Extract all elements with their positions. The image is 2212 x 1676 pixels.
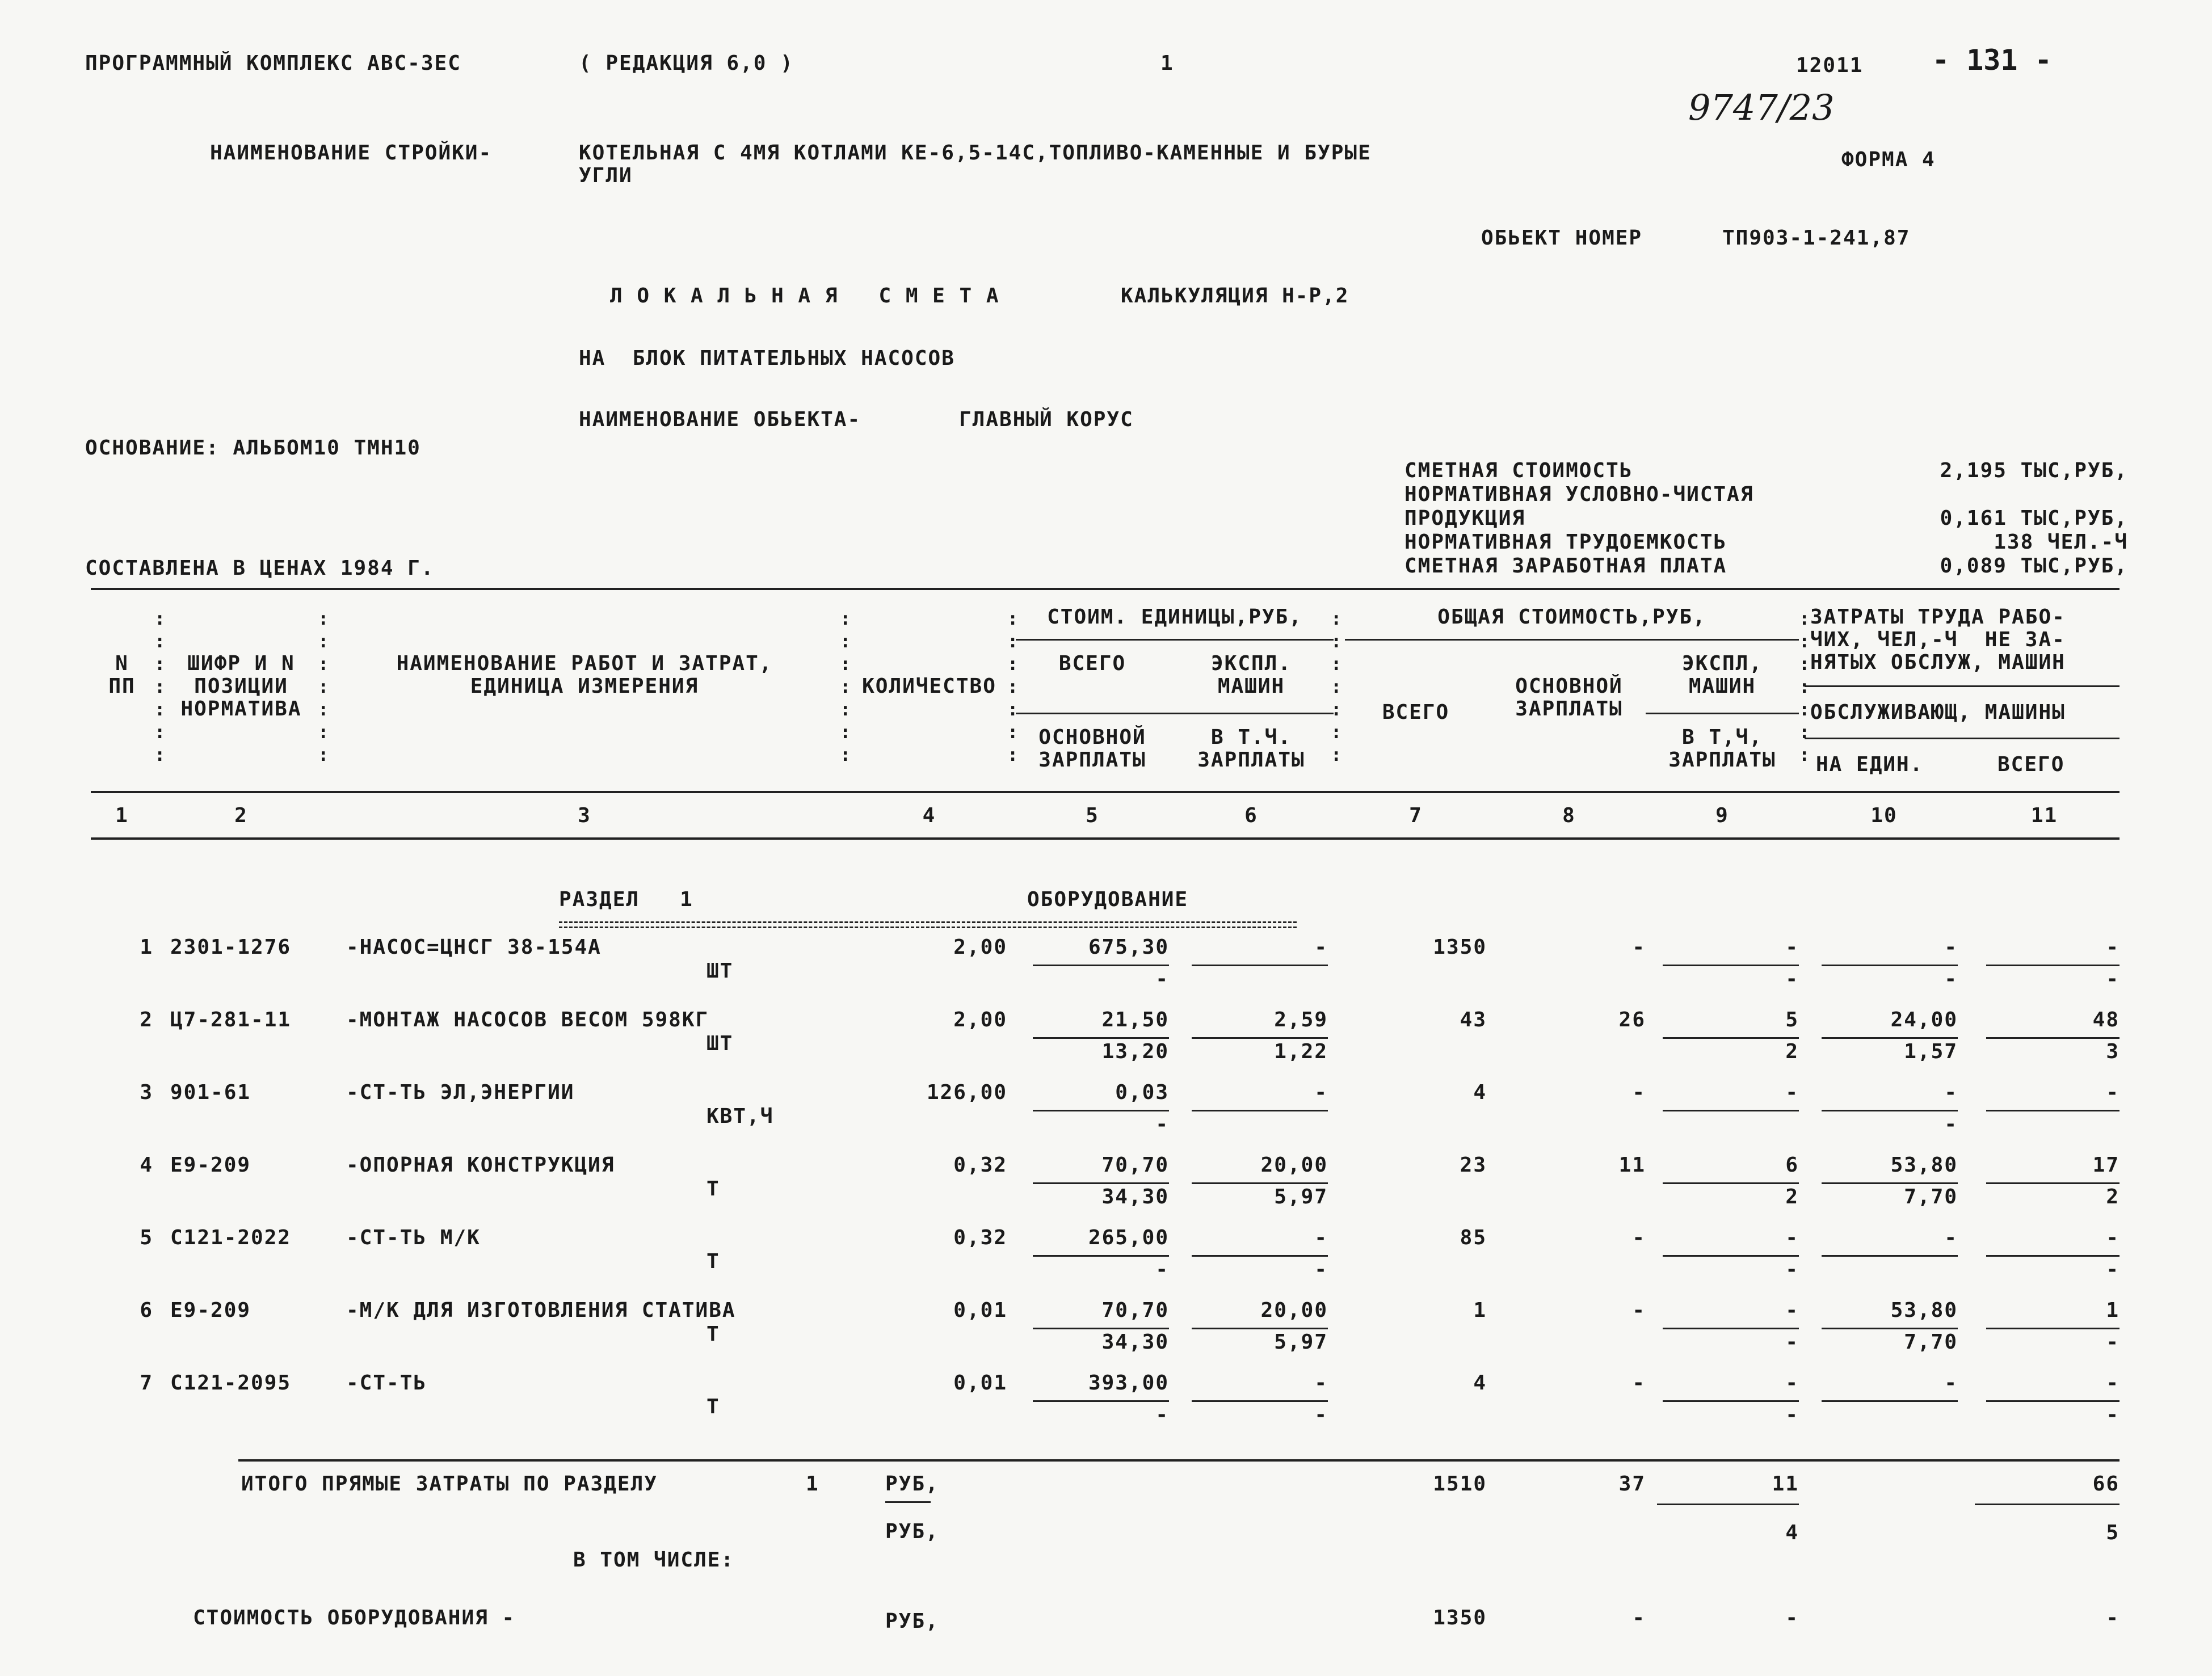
row-unit-cost-wages: 34,30 — [1101, 1185, 1169, 1208]
cell-divider — [1986, 1328, 2120, 1329]
cell-divider — [1033, 1255, 1169, 1257]
row-labor-total: 48 — [2092, 1008, 2120, 1031]
equipment-cost-c7: 1350 — [1433, 1606, 1487, 1629]
estimate-subject: НА БЛОК ПИТАТЕЛЬНЫХ НАСОСОВ — [579, 347, 955, 370]
totals-c7: 1510 — [1433, 1472, 1487, 1496]
row-total-cost: 23 — [1460, 1153, 1487, 1177]
section-label: РАЗДЕЛ 1 — [559, 888, 693, 911]
row-unit-cost-machine-wages: 1,22 — [1274, 1040, 1328, 1063]
row-unit-cost-wages: 34,30 — [1101, 1330, 1169, 1354]
column-number: 7 — [1409, 804, 1423, 827]
row-unit-cost-wages: - — [1155, 1258, 1169, 1281]
row-total-wages: - — [1632, 1299, 1646, 1322]
column-separator: : : : : : : : — [840, 608, 851, 765]
unit-cost-header: СТОИМ. ЕДИНИЦЫ,РУБ, — [1047, 605, 1302, 629]
row-labor-machines-total: - — [2106, 1403, 2120, 1426]
row-labor-machines-total: - — [2106, 1330, 2120, 1354]
page-number: 1 — [1160, 52, 1174, 75]
row-labor-machines-per-unit: - — [1944, 1113, 1958, 1136]
row-quantity: 0,32 — [953, 1226, 1007, 1249]
summary-value: 0,161 ТЫС,РУБ, — [1940, 507, 2128, 530]
cell-divider — [1986, 1037, 2120, 1039]
cell-divider — [1986, 965, 2120, 966]
row-name: -СТ-ТЬ М/К — [346, 1226, 481, 1249]
row-name: -М/К ДЛЯ ИЗГОТОВЛЕНИЯ СТАТИВА — [346, 1299, 736, 1322]
row-total-wages: 26 — [1618, 1008, 1646, 1031]
row-total-machine-wages: - — [1785, 967, 1799, 991]
column-number: 9 — [1715, 804, 1729, 827]
row-labor-machines-total: 3 — [2106, 1040, 2120, 1063]
totals-c9: 11 — [1772, 1472, 1799, 1496]
row-unit: Т — [707, 1177, 720, 1201]
row-unit-cost-total: 393,00 — [1088, 1371, 1169, 1395]
row-unit-cost-total: 21,50 — [1101, 1008, 1169, 1031]
row-quantity: 0,01 — [953, 1371, 1007, 1395]
row-unit: ШТ — [707, 1032, 734, 1055]
row-quantity: 0,32 — [953, 1153, 1007, 1177]
summary-label: ПРОДУКЦИЯ — [1404, 507, 1526, 530]
column-separator: : : : : : : : — [1007, 608, 1019, 765]
col-2-header: ШИФР И N ПОЗИЦИИ НОРМАТИВА — [180, 652, 302, 721]
column-number: 5 — [1086, 804, 1099, 827]
row-labor-machines-per-unit: 1,57 — [1904, 1040, 1958, 1063]
cell-divider — [1986, 1182, 2120, 1184]
row-unit-cost-wages: 13,20 — [1101, 1040, 1169, 1063]
col-10-header: НА ЕДИН. — [1816, 753, 1924, 776]
column-number: 6 — [1244, 804, 1258, 827]
row-unit-cost-machines: 20,00 — [1260, 1153, 1328, 1177]
row-unit: Т — [707, 1395, 720, 1418]
cell-divider — [1986, 1400, 2120, 1402]
col-9-top-header: ЭКСПЛ, МАШИН — [1681, 652, 1763, 698]
cell-divider — [1822, 965, 1958, 966]
row-code: С121-2022 — [170, 1226, 292, 1249]
column-separator: : : : : : : : — [154, 608, 166, 765]
row-number: 6 — [140, 1299, 153, 1322]
row-labor-total: - — [2106, 1226, 2120, 1249]
row-total-wages: - — [1632, 1081, 1646, 1104]
labor-sub-rule — [1805, 738, 2120, 739]
row-unit-cost-machine-wages: - — [1314, 1258, 1328, 1281]
cell-divider — [1192, 1328, 1328, 1329]
row-total-cost: 4 — [1473, 1081, 1487, 1104]
row-total-machine-wages: - — [1785, 1330, 1799, 1354]
column-number: 4 — [922, 804, 936, 827]
basis: ОСНОВАНИЕ: АЛЬБОМ10 ТМН10 — [85, 436, 421, 460]
row-unit-cost-machines: - — [1314, 1371, 1328, 1395]
cell-divider — [1192, 1400, 1328, 1402]
row-unit-cost-total: 265,00 — [1088, 1226, 1169, 1249]
labor-sub-header: ОБСЛУЖИВАЮЩ, МАШИНЫ — [1810, 701, 2066, 724]
row-number: 1 — [140, 936, 153, 959]
totals-unit: РУБ, — [885, 1472, 939, 1496]
row-labor-per-unit: 24,00 — [1890, 1008, 1958, 1031]
header-bottom-rule — [91, 791, 2120, 793]
table-top-rule — [91, 588, 2120, 590]
row-unit: ШТ — [707, 959, 734, 983]
row-unit-cost-total: 675,30 — [1088, 936, 1169, 959]
equipment-cost-unit: РУБ, — [885, 1610, 939, 1633]
row-total-machine-wages: - — [1785, 1258, 1799, 1281]
totals-c11b: 5 — [2106, 1521, 2120, 1544]
cell-divider — [1033, 1182, 1169, 1184]
program-name: ПРОГРАММНЫЙ КОМПЛЕКС АВС-ЗЕС — [85, 52, 461, 75]
row-code: С121-2095 — [170, 1371, 292, 1395]
row-total-cost: 1350 — [1433, 936, 1487, 959]
row-quantity: 126,00 — [926, 1081, 1007, 1104]
row-unit-cost-wages: - — [1155, 1403, 1169, 1426]
construction-line-1: КОТЕЛЬНАЯ С 4МЯ КОТЛАМИ КЕ-6,5-14С,ТОПЛИВО-КАМЕННЫЕ И БУРЫЕ — [579, 141, 1372, 165]
column-number: 3 — [578, 804, 591, 827]
cell-divider — [1822, 1328, 1958, 1329]
row-code: Ц7-281-11 — [170, 1008, 292, 1031]
row-unit: Т — [707, 1250, 720, 1273]
cell-divider — [1822, 1255, 1958, 1257]
cell-divider — [1822, 1037, 1958, 1039]
cell-divider — [1033, 1400, 1169, 1402]
column-number: 10 — [1870, 804, 1898, 827]
cell-divider — [1663, 1255, 1799, 1257]
construction-label: НАИМЕНОВАНИЕ СТРОЙКИ- — [210, 141, 493, 165]
form-label: ФОРМА 4 — [1841, 148, 1936, 171]
row-labor-per-unit: - — [1944, 1371, 1958, 1395]
totals-c11-rule — [1975, 1504, 2120, 1505]
col-11-header: ВСЕГО — [1997, 753, 2065, 776]
totals-unit-2: РУБ, — [885, 1520, 939, 1543]
equipment-cost-label: СТОИМОСТЬ ОБОРУДОВАНИЯ - — [193, 1606, 516, 1629]
totals-c9-rule — [1657, 1504, 1799, 1505]
summary-label: СМЕТНАЯ ЗАРАБОТНАЯ ПЛАТА — [1404, 554, 1727, 578]
row-quantity: 2,00 — [953, 936, 1007, 959]
row-name: -СТ-ТЬ ЭЛ,ЭНЕРГИИ — [346, 1081, 575, 1104]
cell-divider — [1033, 965, 1169, 966]
edition: ( РЕДАКЦИЯ 6,0 ) — [579, 52, 794, 75]
row-code: Е9-209 — [170, 1153, 251, 1177]
summary-value: 2,195 ТЫС,РУБ, — [1940, 459, 2128, 482]
row-unit-cost-wages: - — [1155, 967, 1169, 991]
row-name: -НАСОС=ЦНСГ 38-154А — [346, 936, 602, 959]
row-labor-total: - — [2106, 936, 2120, 959]
row-quantity: 0,01 — [953, 1299, 1007, 1322]
totals-c11: 66 — [2092, 1472, 2120, 1496]
column-separator: : : : : : : : — [1331, 608, 1342, 765]
summary-label: НОРМАТИВНАЯ УСЛОВНО-ЧИСТАЯ — [1404, 483, 1754, 506]
row-code: Е9-209 — [170, 1299, 251, 1322]
col-5-top-header: ВСЕГО — [1058, 652, 1126, 675]
object-label: НАИМЕНОВАНИЕ ОБЬЕКТА- — [579, 408, 861, 431]
handwritten-note: 9747/23 — [1688, 87, 1835, 128]
row-total-wages: 11 — [1618, 1153, 1646, 1177]
row-quantity: 2,00 — [953, 1008, 1007, 1031]
row-labor-machines-per-unit: - — [1944, 967, 1958, 991]
col-4-header: КОЛИЧЕСТВО — [862, 675, 996, 698]
row-total-cost: 1 — [1473, 1299, 1487, 1322]
row-labor-machines-total: 2 — [2106, 1185, 2120, 1208]
row-unit: Т — [707, 1323, 720, 1346]
row-total-wages: - — [1632, 1371, 1646, 1395]
cell-divider — [1663, 1110, 1799, 1111]
col-7-header: ВСЕГО — [1382, 701, 1450, 724]
equipment-cost-c11: - — [2106, 1606, 2120, 1629]
row-name: -СТ-ТЬ — [346, 1371, 427, 1395]
cell-divider — [1663, 1037, 1799, 1039]
row-unit-cost-machines: - — [1314, 1081, 1328, 1104]
row-unit-cost-machine-wages: - — [1314, 1403, 1328, 1426]
row-total-cost: 85 — [1460, 1226, 1487, 1249]
cell-divider — [1033, 1110, 1169, 1111]
price-base: СОСТАВЛЕНА В ЦЕНАХ 1984 Г. — [85, 557, 435, 580]
summary-label: НОРМАТИВНАЯ ТРУДОЕМКОСТЬ — [1404, 530, 1727, 554]
totals-c9b: 4 — [1785, 1521, 1799, 1544]
total-cost-rule — [1345, 639, 1799, 641]
object-number-value: ТП903-1-241,87 — [1722, 226, 1911, 250]
row-labor-per-unit: - — [1944, 1081, 1958, 1104]
row-total-machine-wages: - — [1785, 1403, 1799, 1426]
column-numbers-rule — [91, 837, 2120, 840]
col-6-bottom-header: В Т.Ч. ЗАРПЛАТЫ — [1197, 726, 1305, 772]
column-separator: : : : : : : : — [318, 608, 329, 765]
row-unit-cost-wages: - — [1155, 1113, 1169, 1136]
row-number: 4 — [140, 1153, 153, 1177]
row-number: 2 — [140, 1008, 153, 1031]
construction-line-2: УГЛИ — [579, 164, 633, 187]
total-cost-header: ОБЩАЯ СТОИМОСТЬ,РУБ, — [1437, 605, 1706, 629]
row-number: 7 — [140, 1371, 153, 1395]
summary-value: 138 ЧЕЛ.-Ч — [1994, 530, 2128, 554]
column-number: 1 — [115, 804, 129, 827]
row-unit: КВТ,Ч — [707, 1105, 774, 1128]
row-unit-cost-machines: 2,59 — [1274, 1008, 1328, 1031]
document-code: 12011 — [1796, 54, 1864, 77]
cell-divider — [1663, 1182, 1799, 1184]
cell-divider — [1663, 1400, 1799, 1402]
including-label: В ТОМ ЧИСЛЕ: — [573, 1548, 735, 1572]
section-name: ОБОРУДОВАНИЕ — [1027, 888, 1189, 911]
row-number: 3 — [140, 1081, 153, 1104]
col-6-top-header: ЭКСПЛ. МАШИН — [1210, 652, 1292, 698]
totals-section: 1 — [806, 1472, 819, 1496]
totals-label: ИТОГО ПРЯМЫЕ ЗАТРАТЫ ПО РАЗДЕЛУ — [241, 1472, 658, 1496]
cell-divider — [1822, 1400, 1958, 1402]
document-title: Л О К А Л Ь Н А Я С М Е Т А — [610, 284, 1000, 308]
equipment-cost-c9: - — [1785, 1606, 1799, 1629]
row-name: -МОНТАЖ НАСОСОВ ВЕСОМ 598КГ — [346, 1008, 709, 1031]
row-name: -ОПОРНАЯ КОНСТРУКЦИЯ — [346, 1153, 615, 1177]
row-labor-per-unit: - — [1944, 936, 1958, 959]
row-total-machines: - — [1785, 1371, 1799, 1395]
row-total-machines: - — [1785, 1081, 1799, 1104]
equipment-cost-c8: - — [1632, 1606, 1646, 1629]
sheet-number: - 131 - — [1932, 44, 2052, 77]
row-total-machines: 5 — [1785, 1008, 1799, 1031]
summary-value: 0,089 ТЫС,РУБ, — [1940, 554, 2128, 578]
row-labor-total: 1 — [2106, 1299, 2120, 1322]
cell-divider — [1986, 1110, 2120, 1111]
row-total-machines: - — [1785, 1226, 1799, 1249]
column-separator: : : : : : : : — [1799, 608, 1810, 765]
unit-cost-rule — [1016, 639, 1334, 641]
object-number-label: ОБЬЕКТ НОМЕР — [1481, 226, 1643, 250]
row-labor-per-unit: 53,80 — [1890, 1299, 1958, 1322]
row-code: 901-61 — [170, 1081, 251, 1104]
unit-cost-mid-rule — [1016, 713, 1334, 714]
row-labor-machines-total: - — [2106, 1258, 2120, 1281]
row-unit-cost-total: 70,70 — [1101, 1153, 1169, 1177]
row-total-machine-wages: 2 — [1785, 1185, 1799, 1208]
cell-divider — [1192, 1182, 1328, 1184]
row-total-machines: 6 — [1785, 1153, 1799, 1177]
cell-divider — [1192, 1110, 1328, 1111]
row-total-wages: - — [1632, 936, 1646, 959]
row-total-machines: - — [1785, 936, 1799, 959]
col-3-header: НАИМЕНОВАНИЕ РАБОТ И ЗАТРАТ, ЕДИНИЦА ИЗМЕРЕНИЯ — [396, 652, 773, 698]
row-unit-cost-machines: - — [1314, 1226, 1328, 1249]
cell-divider — [1986, 1255, 2120, 1257]
labor-header: ЗАТРАТЫ ТРУДА РАБО- ЧИХ, ЧЕЛ,-Ч НЕ ЗА- НЯТЫХ ОБСЛУЖ, МАШИН — [1810, 605, 2066, 674]
row-labor-total: 17 — [2092, 1153, 2120, 1177]
section-double-rule — [559, 921, 1297, 928]
summary-label: СМЕТНАЯ СТОИМОСТЬ — [1404, 459, 1633, 482]
row-code: 2301-1276 — [170, 936, 292, 959]
row-total-machine-wages: 2 — [1785, 1040, 1799, 1063]
cell-divider — [1192, 965, 1328, 966]
row-unit-cost-machine-wages: 5,97 — [1274, 1330, 1328, 1354]
row-unit-cost-machines: - — [1314, 936, 1328, 959]
row-total-cost: 4 — [1473, 1371, 1487, 1395]
row-labor-machines-per-unit: 7,70 — [1904, 1185, 1958, 1208]
col-5-bottom-header: ОСНОВНОЙ ЗАРПЛАТЫ — [1038, 726, 1146, 772]
row-labor-total: - — [2106, 1081, 2120, 1104]
row-total-cost: 43 — [1460, 1008, 1487, 1031]
cell-divider — [1192, 1255, 1328, 1257]
object-name: ГЛАВНЫЙ КОРУС — [959, 408, 1134, 431]
cell-divider — [1192, 1037, 1328, 1039]
row-unit-cost-total: 0,03 — [1115, 1081, 1169, 1104]
cell-divider — [1822, 1182, 1958, 1184]
row-labor-machines-per-unit: 7,70 — [1904, 1330, 1958, 1354]
cell-divider — [1663, 965, 1799, 966]
cell-divider — [1822, 1110, 1958, 1111]
row-labor-machines-total: - — [2106, 967, 2120, 991]
cell-divider — [1033, 1328, 1169, 1329]
column-number: 11 — [2030, 804, 2058, 827]
row-unit-cost-total: 70,70 — [1101, 1299, 1169, 1322]
col-8-header: ОСНОВНОЙ ЗАРПЛАТЫ — [1515, 675, 1623, 721]
totals-rule — [238, 1459, 2120, 1462]
labor-mid-rule — [1805, 685, 2120, 687]
calculation-number: КАЛЬКУЛЯЦИЯ Н-Р,2 — [1121, 284, 1349, 308]
row-total-wages: - — [1632, 1226, 1646, 1249]
cell-divider — [1663, 1328, 1799, 1329]
row-unit-cost-machines: 20,00 — [1260, 1299, 1328, 1322]
totals-c8: 37 — [1618, 1472, 1646, 1496]
machine-mid-rule — [1646, 713, 1799, 714]
row-labor-per-unit: - — [1944, 1226, 1958, 1249]
row-labor-total: - — [2106, 1371, 2120, 1395]
column-number: 2 — [234, 804, 248, 827]
row-unit-cost-machine-wages: 5,97 — [1274, 1185, 1328, 1208]
column-number: 8 — [1562, 804, 1576, 827]
cell-divider — [1033, 1037, 1169, 1039]
col-1-header: N ПП — [108, 652, 136, 698]
row-total-machines: - — [1785, 1299, 1799, 1322]
col-9-bottom-header: В Т,Ч, ЗАРПЛАТЫ — [1668, 726, 1776, 772]
totals-unit-rule — [885, 1501, 931, 1503]
row-labor-per-unit: 53,80 — [1890, 1153, 1958, 1177]
row-number: 5 — [140, 1226, 153, 1249]
